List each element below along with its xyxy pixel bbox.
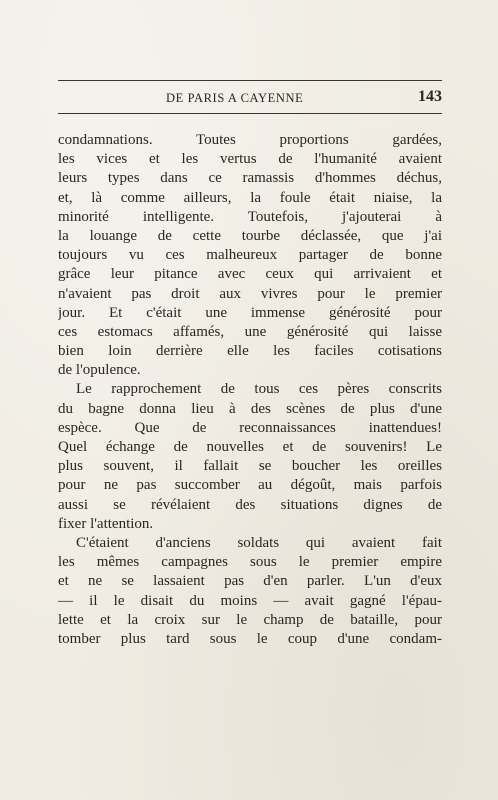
header-rule-bottom	[58, 113, 442, 114]
text-line: leurs types dans ce ramassis d'hommes déchus,	[58, 170, 442, 187]
text-line: aussi se révélaient des situations dignes de	[58, 496, 442, 513]
text-line: la louange de cette tourbe déclassée, que j'ai	[58, 227, 442, 244]
body-text	[58, 131, 442, 649]
text-line: minorité intelligente. Toutefois, j'ajouterai à	[58, 208, 442, 225]
page-header	[58, 88, 442, 108]
text-line: du bagne donna lieu à des scènes de plus d'une	[58, 400, 442, 417]
text-line: ces estomacs affamés, une générosité qui laisse	[58, 323, 442, 340]
text-line: lette et la croix sur le champ de bataille, pour	[58, 611, 442, 628]
text-line: jour. Et c'était une immense générosité pour	[58, 304, 442, 321]
text-line: toujours vu ces malheureux partager de bonne	[58, 247, 442, 264]
paragraph	[58, 131, 442, 380]
text-line: fixer l'attention.	[58, 515, 154, 532]
text-line: tomber plus tard sous le coup d'une condam-	[58, 630, 442, 647]
text-line: pour ne pas succomber au dégoût, mais parfois	[58, 477, 442, 494]
text-line: bien loin derrière elle les faciles cotisations	[58, 343, 442, 360]
running-head: DE PARIS A CAYENNE	[166, 91, 304, 105]
header-rule-top	[58, 80, 442, 81]
text-line: les mêmes campagnes sous le premier empire	[58, 554, 442, 571]
text-line: C'étaient d'anciens soldats qui avaient fait	[76, 534, 442, 551]
text-line: et, là comme ailleurs, la foule était niaise, la	[58, 189, 442, 206]
paragraph	[58, 534, 442, 649]
text-line: condamnations. Toutes proportions gardées,	[58, 132, 442, 148]
text-line: plus souvent, il fallait se boucher les oreilles	[58, 458, 442, 475]
text-line: — il le disait du moins — avait gagné l'épau-	[58, 592, 442, 609]
text-line: espèce. Que de reconnaissances inattendues!	[58, 419, 442, 436]
text-line: et ne se lassaient pas d'en parler. L'un d'eux	[58, 573, 442, 590]
text-line: n'avaient pas droit aux vivres pour le premier	[58, 285, 442, 302]
text-line: grâce leur pitance avec ceux qui arrivaient et	[58, 266, 442, 283]
paragraph	[58, 380, 442, 534]
text-line: Quel échange de nouvelles et de souvenirs! Le	[58, 439, 442, 455]
page-number: 143	[418, 88, 442, 105]
text-line: les vices et les vertus de l'humanité avaient	[58, 151, 442, 168]
text-line: Le rapprochement de tous ces pères conscrits	[76, 381, 442, 398]
text-line: de l'opulence.	[58, 362, 141, 379]
